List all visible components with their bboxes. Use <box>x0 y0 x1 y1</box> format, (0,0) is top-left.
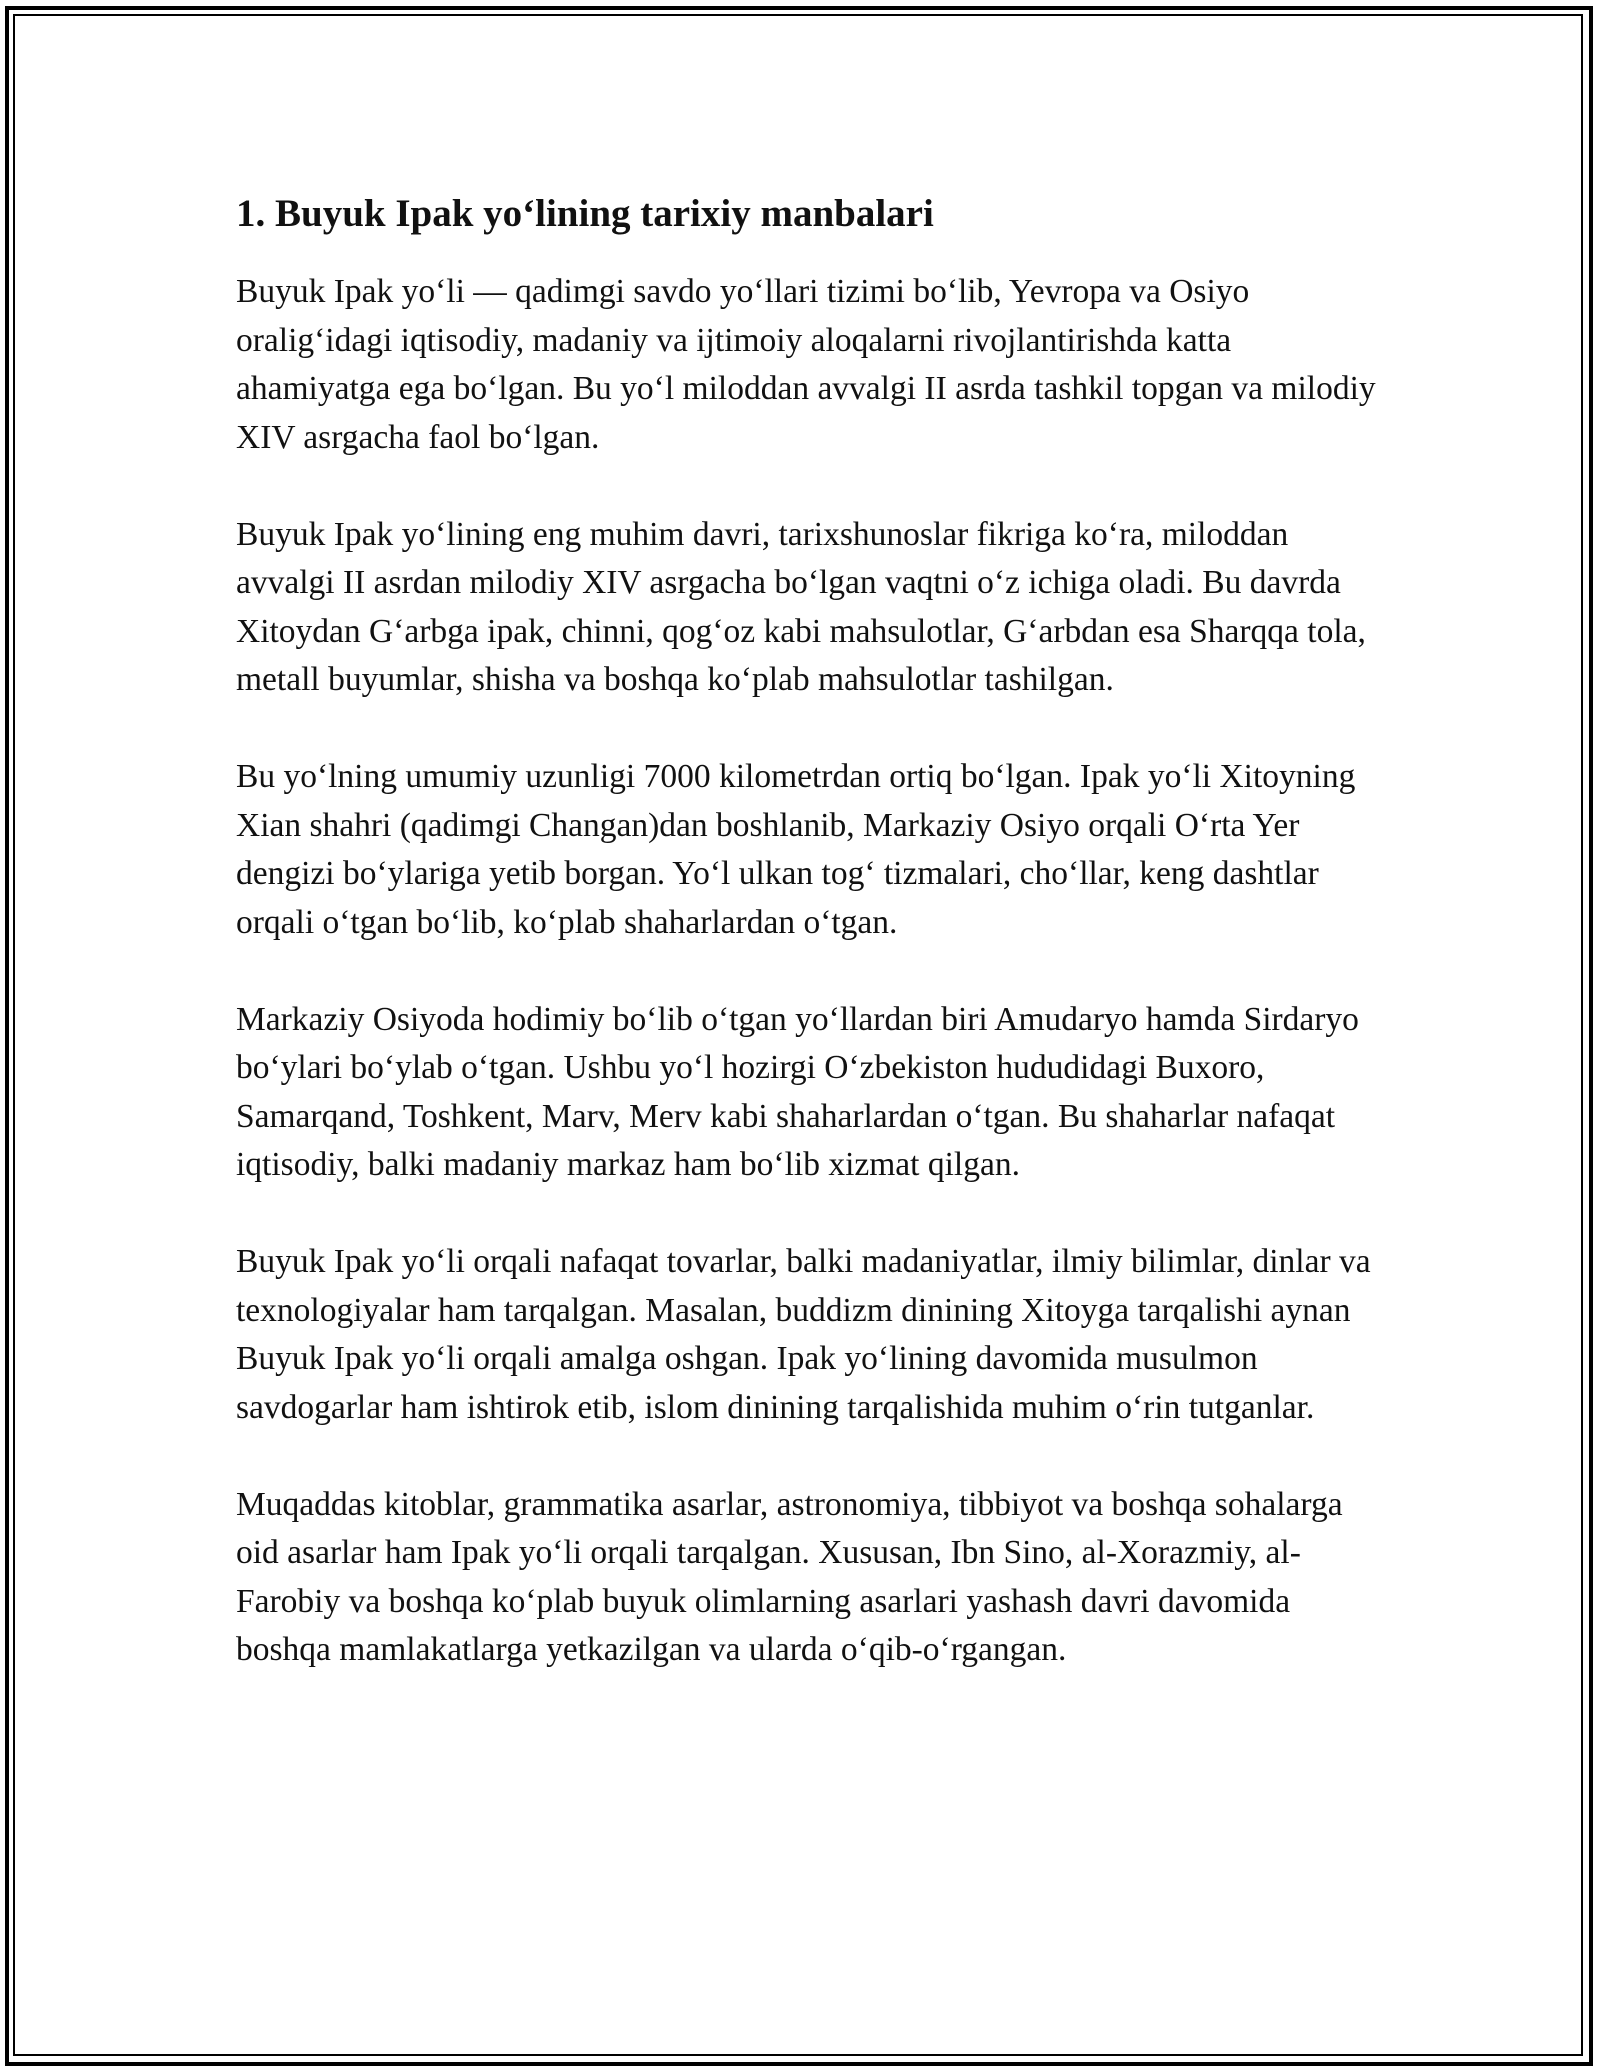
paragraph-4: Markaziy Osiyoda hodimiy bo‘lib o‘tgan yo‘llardan biri Amudaryo hamda Sirdaryo bo‘ylari bo‘ylab o‘tgan. Ushbu yo‘l hozirgi O‘zbekiston hududidagi Buxoro, Samarqand, Toshkent, Marv, Merv kabi shaharlardan o‘tgan. Bu shaharlar nafaqat iqtisodiy, balki madaniy markaz ham bo‘lib xizmat qilgan. <box>236 1000 1359 1183</box>
paragraph-1: Buyuk Ipak yo‘li — qadimgi savdo yo‘llari tizimi bo‘lib, Yevropa va Osiyo oralig‘idagi iqtisodiy, madaniy va ijtimoiy aloqalarni rivojlantirishda katta ahamiyatga ega bo‘lgan. Bu yo‘l miloddan avvalgi II asrda tashkil topgan va milodiy XIV asrgacha faol bo‘lgan. <box>236 273 1376 456</box>
paragraph-3: Bu yo‘lning umumiy uzunligi 7000 kilometrdan ortiq bo‘lgan. Ipak yo‘li Xitoyning Xian shahri (qadimgi Changan)dan boshlanib, Markaziy Osiyo orqali O‘rta Yer dengizi bo‘ylariga yetib borgan. Yo‘l ulkan tog‘ tizmalari, cho‘llar, keng dashtlar orqali o‘tgan bo‘lib, ko‘plab shaharlardan o‘tgan. <box>236 758 1356 941</box>
paragraph-5: Buyuk Ipak yo‘li orqali nafaqat tovarlar, balki madaniyatlar, ilmiy bilimlar, dinlar va texnologiyalar ham tarqalgan. Masalan, buddizm dinining Xitoyga tarqalishi aynan Buyuk Ipak yo‘li orqali amalga oshgan. Ipak yo‘lining davomida musulmon savdogarlar ham ishtirok etib, islom dinining tarqalishida muhim o‘rin tutganlar. <box>236 1243 1371 1426</box>
document-body <box>236 184 1376 1675</box>
paragraph-6: Muqaddas kitoblar, grammatika asarlar, astronomiya, tibbiyot va boshqa sohalarga oid asarlar ham Ipak yo‘li orqali tarqalgan. Xususan, Ibn Sino, al-Xorazmiy, al-Farobiy va boshqa ko‘plab buyuk olimlarning asarlari yashash davri davomida boshqa mamlakatlarga yetkazilgan va ularda o‘qib-o‘rgangan. <box>236 1485 1343 1668</box>
section-title: 1. Buyuk Ipak yo‘lining tarixiy manbalari <box>236 192 934 235</box>
paragraph-list <box>236 268 1376 1675</box>
paragraph-2: Buyuk Ipak yo‘lining eng muhim davri, tarixshunoslar fikriga ko‘ra, miloddan avvalgi II asrdan milodiy XIV asrgacha bo‘lgan vaqtni o‘z ichiga oladi. Bu davrda Xitoydan G‘arbga ipak, chinni, qog‘oz kabi mahsulotlar, G‘arbdan esa Sharqqa tola, metall buyumlar, shisha va boshqa ko‘plab mahsulotlar tashilgan. <box>236 515 1366 698</box>
